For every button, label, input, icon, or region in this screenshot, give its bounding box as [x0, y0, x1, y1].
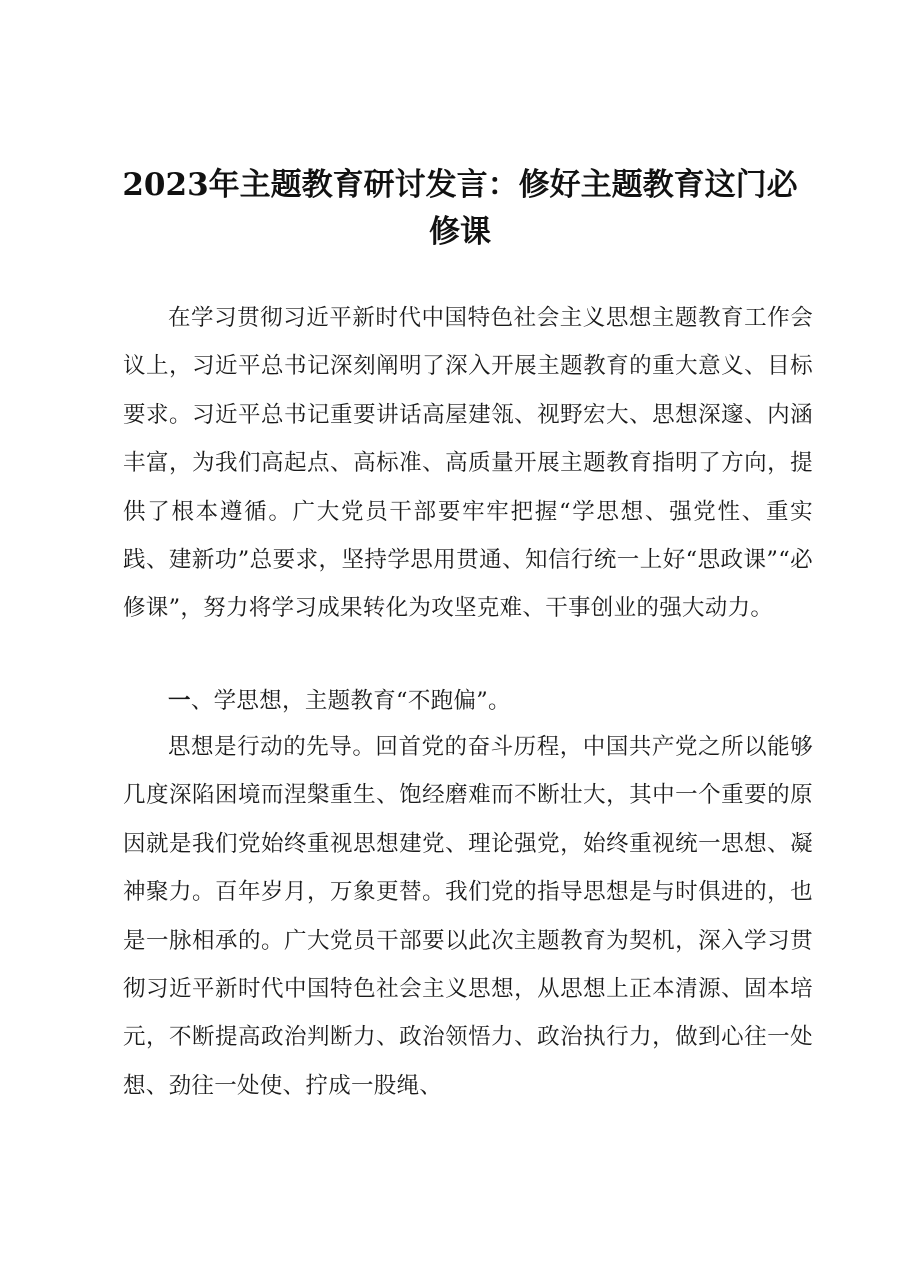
paragraph-section-1: 思想是行动的先导。回首党的奋斗历程，中国共产党之所以能够几度深陷困境而涅槃重生、饱经磨难而不断壮大，其中一个重要的原因就是我们党始终重视思想建党、理论强党，始终重视统一思想、凝神聚力。百年岁月，万象更替。我们党的指导思想是与时俱进的，也是一脉相承的。广大党员干部要以此次主题教育为契机，深入学习贯彻习近平新时代中国特色社会主义思想，从思想上正本清源、固本培元，不断提高政治判断力、政治领悟力、政治执行力，做到心往一处想、劲往一处使、拧成一股绳、 [123, 734, 813, 1099]
paragraph-intro: 在学习贯彻习近平新时代中国特色社会主义思想主题教育工作会议上，习近平总书记深刻阐明了深入开展主题教育的重大意义、目标要求。习近平总书记重要讲话高屋建瓴、视野宏大、思想深邃、内涵丰富，为我们高起点、高标准、高质量开展主题教育指明了方向，提供了根本遵循。广大党员干部要牢牢把握“学思想、强党性、重实践、建新功”总要求，坚持学思用贯通、知信行统一上好“思政课”“必修课”，努力将学习成果转化为攻坚克难、干事创业的强大动力。 [123, 305, 813, 622]
section-heading-1-number: 一 [168, 688, 191, 714]
document-title: 2023年主题教育研讨发言：修好主题教育这门必修课 [122, 167, 798, 250]
section-heading-1-text: 、学思想，主题教育“不跑偏”。 [190, 688, 511, 714]
section-heading-1 [123, 677, 813, 725]
